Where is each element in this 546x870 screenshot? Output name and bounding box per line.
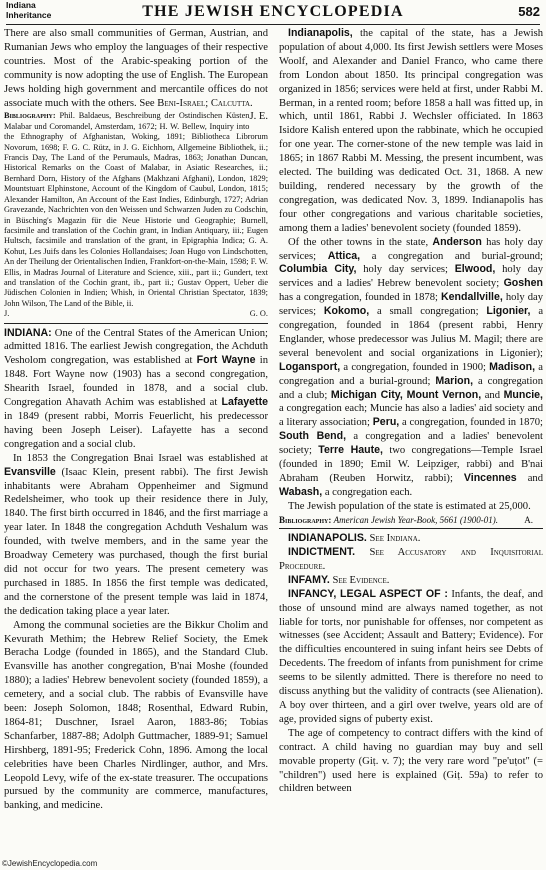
place-anderson: Anderson [432,235,482,248]
place-michigan-city: Michigan City, Mount Vernon, [330,388,482,401]
text-south-bend: a congregation and a ladies' benevolent society; [279,431,543,457]
indiana-paragraph-2 [4,452,268,619]
place-logansport: Logansport, [279,360,341,373]
entry-heading-indiana: INDIANA: [4,326,52,339]
bibliography-block [4,111,268,319]
place-muncie: Muncie, [503,388,543,401]
place-columbia-city: Columbia City, [279,263,357,276]
place-peru: Peru, [372,416,400,429]
intro-text: There are also small communities of German, Austrian, and Rumanian Jews who employ the languages of their respective countries. Most of the Arabic-speaking portion of the community is now adopting the use of English. The European Jews holding high government and mercantile offices do not associate much with the others. See [4,28,268,109]
place-attica: Attica, [327,249,361,262]
see-indiana-link[interactable]: See Indiana. [369,533,421,545]
evansville-text-a: In 1853 the Congregation Bnai Israel was established at [13,452,268,464]
infancy-paragraph-1 [279,588,543,727]
bibliography-block-right [279,515,543,525]
text-wabash: a congregation each. [324,486,413,498]
page-number: 582 [518,4,540,19]
text-peru: a congregation, founded in 1870; [402,417,543,429]
population-paragraph: The Jewish population of the state is estimated at 25,000. [288,500,531,512]
text-attica: a congregation and burial-ground; [371,250,543,262]
see-evidence-link[interactable]: See Evidence. [332,574,390,586]
text-anderson: has holy day services; [279,236,543,262]
place-evansville: Evansville [4,465,56,478]
see-beni-israel-link[interactable]: Beni-Israel; Calcutta. [157,97,253,109]
text-ligonier: a congregation, founded in 1864 (present rabbi, Henry Englander, whose predecessor was Julius M. Magil; there are several benevolent and social organizations in Ligonier); [279,306,544,359]
section-divider [4,323,268,324]
text-logansport: a congregation, founded in 1900; [343,361,486,373]
place-goshen: Goshen [503,277,543,290]
running-head-to: Inheritance [6,9,52,20]
bibliography-label: Bibliography: [4,111,56,121]
place-lafayette: Lafayette [221,396,268,409]
place-indianapolis: Indianapolis, [288,27,353,39]
bibliography-text: Phil. Baldaeus, Beschreibung der Ostindischen Küsten Malabar und Coromandel, Amsterdam, 1672; H. W. Bellew, Inquiry into the Ethnography of Afghanistan, Woking, 1891; Bibliotheca Librorum Novorum, 1698; F. G. C. Rütz, in J. G. Eichhorn, Allgemeine Bibliothek, ii.; Francis Day, The Land of the Perumauls, Madras, 1863; Jonathan Duncan, Historical Remarks on the Coast of Malabar, in Asiatic Researches, ii.; Bernhard Dorn, History of the Afghans (Makhzani Afghani), London, 1829; Mountstuart Elphinstone, Account of the Kingdom of Caubul, London, 1815; Alexander Hamilton, An Account of the East Indies, Edinburgh, 1727; Adrian Gravezande, Nachrichten von den Weissen und Schwarzen Juden zu Codschin, in Büsching's Magazin für die Neue Historie und Geographie; Burnell, facsimile and translation of the Cochin grant, in Indian Antiquary, iii.; Eugen Hultsch, facsimile and translation of the grant, in Epigraphia Indica; G. A. Kohut, Les Juifs dans les Colonies Hollandaises; Joan Hugo von Lindschotten, An der Theilung der Orientalischen Indien, Frankfort-on-the-Main, 1598; F. W. Ellis, in Madras Journal of Literature and Science, xiii., part ii.; Gundert, text and translation of the Cochin grant, ib., part ii.; Gustav Oppert, Ueber die Jüdischen Colonien in Indien; Whish, in Oriental Christian Spectator, 1839; John Wilson, The Land of the Bible, ii. [4,111,268,308]
author-signature-a: A. [524,514,533,525]
author-initial: J. [4,309,10,319]
place-ligonier: Ligonier, [486,305,531,318]
place-vincennes: Vincennes [463,472,517,484]
indianapolis-text: the capital of the state, has a Jewish population of about 4,000. Its first Jewish settlers were Moses Woolf, and Alexander and Daniel Franco, who came there from London about 1850. Its principal congregation was organized in 1856; services were held at first, under Rabbi M. Berman, in a rented room; before 1858 a hall was fitted up, in which, until 1861, Rabbi J. Wechsler officiated. In 1863 Isidore Kalish entered upon the rabbinate, which he occupied for one year. The corner-stone of the new temple was laid in 1865; in 1867 Rabbi M. Messing, the present incumbent, was elected. The building was dedicated Oct. 31, 1868. A new building, rendered necessary by the growth of the congregation, was dedicated Nov. 3, 1899. Indianapolis has four other congregations and various charitable societies, among them a ladies' benevolent society (founded 1859). [279,28,543,234]
other-towns-paragraph [279,236,543,500]
text-terre-haute: two congregations—Temple Israel (founded in 1890; Emil W. Leipziger, rabbi) and B'nai Abraham (Reuben Horwitz, rabbi); [279,445,543,484]
left-column [4,27,268,813]
entry-heading-infamy: INFAMY. [288,573,330,586]
indiana-text-b: in 1848. Fort Wayne now (1903) has a second congregation, Shearith Israel, founded in 1878, and a social club. Congregation Ahavath Achim was established at [4,355,268,409]
indiana-text-c: in 1849 (present rabbi, Morris Feuerlicht, his predecessor having been Joseph Leiser). Lafayette has a second congregation and a social club. [4,411,268,450]
place-kendallville: Kendallville, [441,291,503,304]
place-fort-wayne: Fort Wayne [196,354,256,367]
text-kokomo: a small congregation; [377,306,479,318]
text-and-1: and [484,389,500,401]
text-kendallville: holy day services; [279,292,544,318]
site-watermark: ©JewishEncyclopedia.com [2,859,98,868]
indiana-paragraph-1 [4,327,268,452]
indiana-text-a: One of the Central States of the American Union; admitted 1816. The earliest Jewish congregation, the Achduth Vesholom congregation, was established at [4,327,268,367]
page-header [6,0,540,25]
author-signature-go: G. O. [249,309,268,319]
evansville-text-b: (Isaac Klein, present rabbi). The first Jewish inhabitants were Abraham Oppenheimer and Sigmund Redelsheimer, who took up their residence there in July, 1840. The first birth occurred in 1846, and the first marriage a year later. In 1848 the congregation Achduth Veshalum was founded, with twelve members, and in the same year the Broadway Cemetery was purchased, though the first burial did not occur for two years. The present cemetery was purchased in 1885. In 1856 the first temple was dedicated, and the cornerstone of the present temple was laid in 1874, the dedication taking place a year later. [4,466,268,617]
text-and-2: and [527,473,543,484]
place-wabash: Wabash, [279,485,323,498]
running-head-from: Indiana [6,0,36,10]
section-divider-right [279,528,543,529]
text-columbia: holy day services; [363,264,448,276]
entry-heading-indictment: INDICTMENT. [288,546,356,559]
text-madison: a congregation and a burial-ground; [279,361,543,387]
infancy-text-1: Infants, the deaf, and those of unsound mind are always named together, as not liable for torts, nor punishable for offenses, nor competent as witnesses (see Accident; Assault and Battery; Evidence). For the difficulties encountered in suing infant heirs see Debts of Decedents. The freedom of infants from punishment for crime seems to be silently admitted. There is therefore no need to discuss anything but the validity of contracts (see Alienation). A boy over thirteen, and a girl over twelve, years old are of age, provided signs of puberty exist. [279,588,543,725]
bibliography-text-right: American Jewish Year-Book, 5661 (1900-01). [333,514,499,525]
indianapolis-paragraph [279,27,543,236]
see-accusatory-link[interactable]: See Accusatory and Inquisitorial Procedure. [279,547,544,572]
text-elwood: holy day services and a ladies' Hebrew benevolent society; [279,264,543,290]
place-elwood: Elwood, [454,263,496,276]
place-terre-haute: Terre Haute, [318,444,383,457]
other-towns-intro: Of the other towns in the state, [288,236,429,248]
right-column [279,27,543,796]
text-marion: a congregation and a club; [279,375,543,401]
place-madison: Madison, [489,360,536,373]
place-kokomo: Kokomo, [323,305,370,318]
journal-title: THE JEWISH ENCYCLOPEDIA [142,3,404,20]
entry-heading-indianapolis: INDIANAPOLIS. [288,532,367,545]
indictment-entry [279,546,543,574]
place-south-bend: South Bend, [279,430,347,443]
infancy-paragraph-2: The age of competency to contract differs with the kind of contract. A child having no guardian may buy and sell movable property (Giṭ. v. 7); the very rare word "pe'uṭot" (= "children") used here is explained (Giṭ. 59a) to refer to children between [279,727,543,795]
text-goshen: has a congregation, founded in 1878; [279,292,438,304]
indianapolis-entry [279,532,543,546]
indiana-paragraph-3: Among the communal societies are the Bikkur Cholim and Kevurath Methim; the Hebrew Relief Society, the Emek Beracha Lodge (founded in 1865), and the Standard Club. Evansville has another congregation, B'nai Moshe (founded 1880); a ladies' Hebrew benevolent society (founded 1859), a cemetery, and a social club. The rabbis of Evansville have been: Joseph Solomon, 1848; Rosenthal, Edward Rubin, 1864-81; Duschner, Israel Aaron, 1883-86; Tobias Schanfarber, 1887-88; Adolph Guttmacher, 1889-91; Samuel Hirshberg, 1891-95; Frederick Cohn, 1896. Among the local celebrities have been Charles Nirdlinger, author, and Mrs. Leopold Levy, wife of the ex-state treasurer. The occupations pursued by the community are commerce, manufactures, banking, and medicine. [4,619,268,812]
author-signature: J. E. [249,111,268,123]
text-muncie: a congregation each; Muncie has also a ladies' aid society and a literary association; [279,403,543,429]
place-marion: Marion, [435,374,474,387]
bibliography-label-right: Bibliography: [279,514,332,525]
infamy-entry [279,574,543,588]
entry-heading-infancy: INFANCY, LEGAL ASPECT OF : [288,587,448,600]
